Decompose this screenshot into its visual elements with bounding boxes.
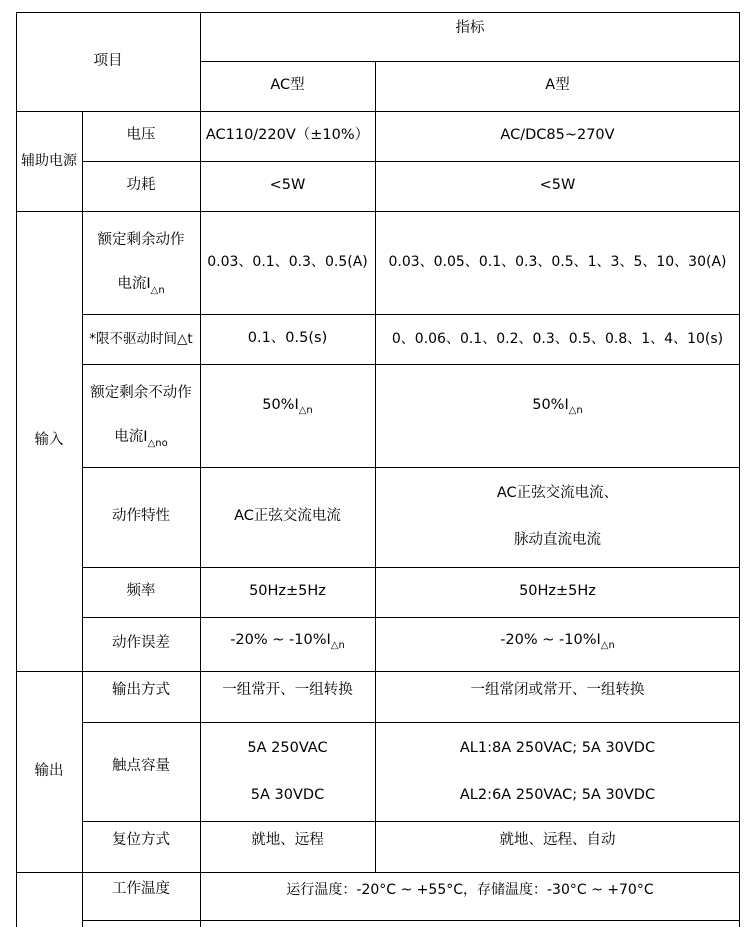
row-limit-time-ac: 0.1、0.5(s) [247, 330, 328, 347]
row-rated-current-a: 0.03、0.05、0.1、0.3、0.5、1、3、5、10、30(A) [388, 254, 727, 271]
value-text: -20% ~ -10%I [230, 632, 331, 649]
subscript: △n [298, 404, 313, 416]
value-text: 50%I [532, 396, 569, 413]
subscript: △n [330, 640, 345, 651]
row-output-mode-ac: 一组常开、一组转换 [222, 682, 353, 699]
row-limit-time-a: 0、0.06、0.1、0.2、0.3、0.5、0.8、1、4、10(s) [391, 330, 724, 347]
row-non-operating-name [82, 364, 200, 467]
row-power-ac: <5W [269, 177, 306, 194]
row-voltage-a: AC/DC85~270V [500, 127, 615, 144]
row-power-a: <5W [539, 177, 576, 194]
group-output: 输出 [34, 762, 64, 779]
row-limit-time-name: *限不驱动时间△t [89, 330, 193, 347]
header-ac-type: AC型 [270, 77, 305, 94]
row-rated-current-name [82, 211, 200, 314]
row-action-characteristic-ac: AC正弦交流电流 [234, 508, 341, 525]
value-text: 50%I [262, 396, 299, 413]
row-voltage-name: 电压 [126, 127, 156, 144]
spec-table [16, 12, 740, 927]
row-voltage-ac: AC110/220V（±10%） [205, 127, 370, 144]
subscript: △n [600, 640, 615, 651]
value-line1: AL1:8A 250VAC; 5A 30VDC [459, 739, 656, 756]
row-reset-mode-a: 就地、远程、自动 [499, 832, 616, 849]
row-rated-current-name-line2 [117, 275, 165, 296]
row-working-temp-value: 运行温度：-20°C ~ +55°C，存储温度：-30°C ~ +70°C [286, 881, 654, 898]
row-power-name: 功耗 [126, 177, 156, 194]
row-output-mode-name: 输出方式 [112, 682, 170, 699]
value-line2: 脉动直流电流 [514, 532, 601, 548]
row-rated-current-name-line1: 额定剩余动作 [97, 232, 185, 249]
row-non-operating-name-line2 [114, 428, 168, 449]
row-frequency-ac: 50Hz±5Hz [249, 583, 326, 600]
row-action-characteristic-name: 动作特性 [112, 508, 170, 525]
row-action-error-name: 动作误差 [112, 635, 170, 652]
value-line1: AC正弦交流电流、 [496, 484, 619, 501]
row-contact-capacity-ac [200, 722, 375, 822]
row-action-characteristic-a [375, 467, 740, 567]
subscript: △n [568, 404, 583, 416]
table-rule [82, 920, 740, 921]
row-rated-current-ac: 0.03、0.1、0.3、0.5(A) [207, 254, 368, 271]
row-action-error-ac [200, 617, 375, 665]
row-non-operating-name-line1: 额定剩余不动作 [90, 385, 192, 402]
value-text: -20% ~ -10%I [500, 632, 601, 649]
header-indicator: 指标 [455, 20, 485, 37]
row-contact-capacity-a [375, 722, 740, 822]
row-output-mode-a: 一组常闭或常开、一组转换 [470, 682, 645, 699]
row-working-temp-name: 工作温度 [112, 881, 170, 898]
group-aux-power: 辅助电源 [21, 152, 77, 169]
label-text: 电流I [117, 275, 151, 292]
value-line1: 5A 250VAC [247, 739, 328, 756]
value-line2: 5A 30VDC [250, 787, 325, 803]
row-reset-mode-ac: 就地、远程 [251, 832, 324, 849]
row-reset-mode-name: 复位方式 [112, 832, 170, 849]
label-text: 电流I [114, 428, 148, 445]
row-contact-capacity-name: 触点容量 [112, 758, 170, 775]
subscript: △no [147, 437, 168, 449]
row-non-operating-ac [200, 364, 375, 447]
header-item: 项目 [93, 52, 123, 69]
row-frequency-a: 50Hz±5Hz [519, 583, 596, 600]
row-frequency-name: 频率 [126, 583, 156, 600]
group-input: 输入 [34, 432, 64, 449]
row-action-error-a [375, 617, 740, 665]
value-line2: AL2:6A 250VAC; 5A 30VDC [459, 787, 656, 803]
header-a-type: A型 [545, 77, 570, 94]
row-non-operating-a [375, 364, 740, 447]
subscript: △n [150, 284, 165, 296]
